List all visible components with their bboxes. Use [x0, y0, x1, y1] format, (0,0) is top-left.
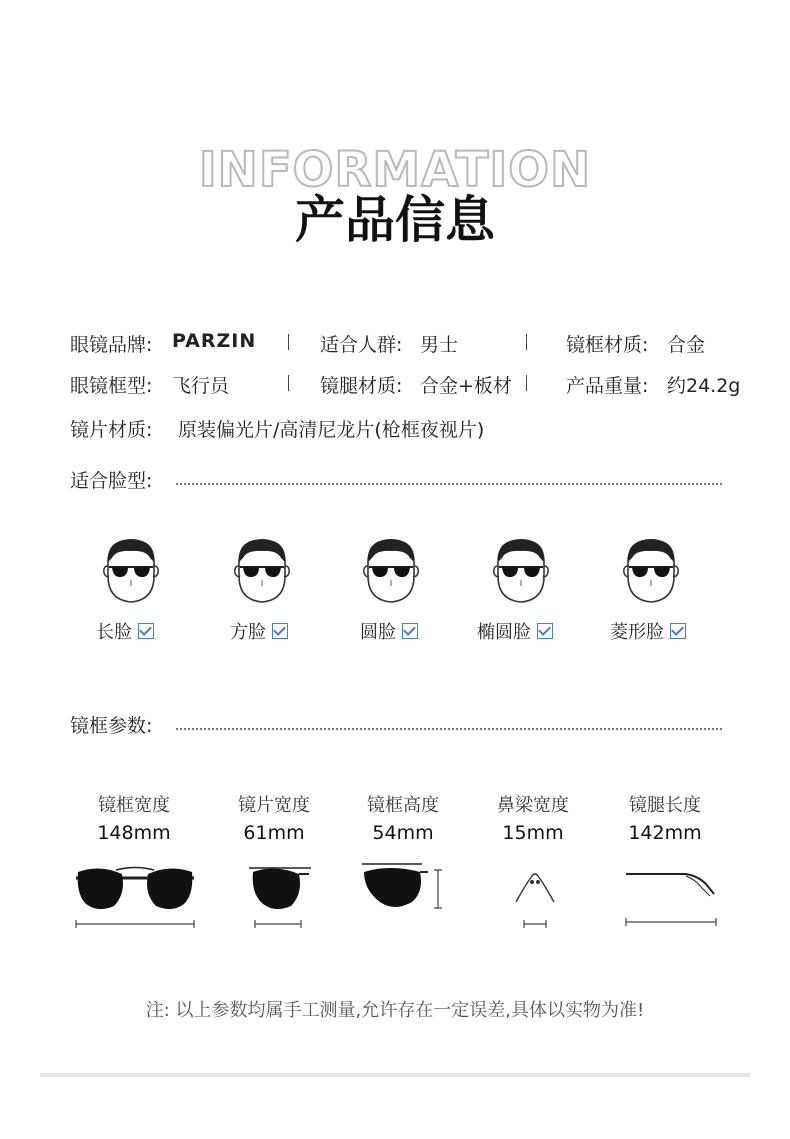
checkbox-icon	[670, 623, 686, 639]
lens-material-label: 镜片材质:	[70, 419, 153, 441]
param-value: 61mm	[243, 822, 305, 844]
params-section-label: 镜框参数:	[70, 715, 153, 737]
face-icon	[231, 536, 293, 608]
param-label: 镜腿长度	[629, 795, 701, 816]
checkbox-icon	[537, 623, 553, 639]
checkbox-icon	[402, 623, 418, 639]
dotted-leader	[176, 483, 722, 485]
face-icon	[490, 536, 552, 608]
lens-material-value: 原装偏光片/高清尼龙片(枪框夜视片)	[178, 419, 485, 441]
frame-type-value: 飞行员	[172, 375, 230, 397]
face-icon	[100, 536, 162, 608]
face-section-label: 适合脸型:	[70, 470, 153, 492]
weight-value: 约24.2g	[667, 375, 741, 397]
param-label: 镜框宽度	[98, 795, 170, 816]
english-title: INFORMATION	[198, 142, 592, 198]
divider	[526, 334, 527, 350]
param-value: 15mm	[502, 822, 564, 844]
frame-material-value: 合金	[667, 334, 706, 356]
dotted-leader	[176, 728, 722, 730]
brand-label: 眼镜品牌:	[70, 334, 153, 356]
disclaimer-note: 注: 以上参数均属手工测量,允许存在一定误差,具体以实物为准!	[145, 1000, 645, 1021]
param-label: 镜片宽度	[238, 795, 310, 816]
lens-height-diagram	[358, 858, 448, 922]
bottom-divider	[40, 1073, 750, 1077]
divider	[288, 375, 289, 391]
face-label-diamond	[610, 618, 686, 644]
bridge-width-diagram	[510, 866, 560, 934]
param-value: 148mm	[97, 822, 171, 844]
param-label: 镜框高度	[367, 795, 439, 816]
divider	[288, 334, 289, 350]
frame-width-diagram	[70, 858, 200, 934]
checkbox-icon	[138, 623, 154, 639]
face-label-oval	[477, 618, 553, 644]
audience-label: 适合人群:	[320, 334, 403, 356]
face-label-long	[96, 618, 154, 644]
face-icon	[360, 536, 422, 608]
face-label-square	[230, 618, 288, 644]
face-label-text: 圆脸	[360, 622, 396, 643]
lens-width-diagram	[245, 858, 315, 934]
param-label: 鼻梁宽度	[497, 795, 569, 816]
audience-value: 男士	[420, 334, 459, 356]
face-label-round	[360, 618, 418, 644]
param-value: 54mm	[372, 822, 434, 844]
frame-material-label: 镜框材质:	[566, 334, 649, 356]
face-icon	[620, 536, 682, 608]
divider	[526, 375, 527, 391]
param-value: 142mm	[628, 822, 702, 844]
brand-value: PARZIN	[172, 330, 257, 352]
temple-material-label: 镜腿材质:	[320, 375, 403, 397]
weight-label: 产品重量:	[566, 375, 649, 397]
face-label-text: 方脸	[230, 622, 266, 643]
page-title: 产品信息	[295, 191, 495, 249]
temple-material-value: 合金+板材	[420, 375, 512, 397]
frame-type-label: 眼镜框型:	[70, 375, 153, 397]
temple-length-diagram	[622, 866, 722, 934]
checkbox-icon	[272, 623, 288, 639]
face-label-text: 长脸	[96, 622, 132, 643]
face-label-text: 椭圆脸	[477, 622, 531, 643]
face-label-text: 菱形脸	[610, 622, 664, 643]
